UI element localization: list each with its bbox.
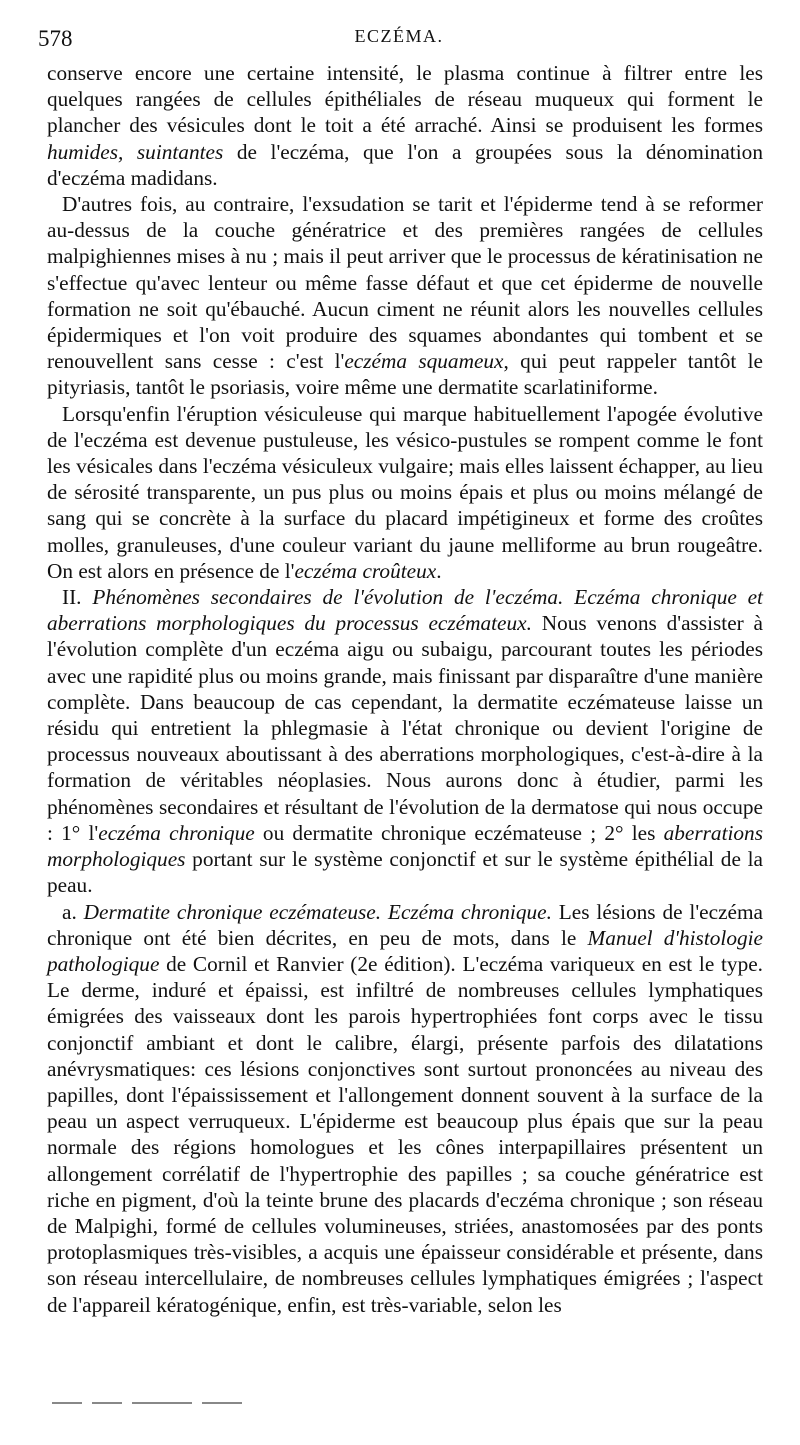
text-run: conserve encore une certaine intensité, le plasma continue à filtrer entre les quelques rangées de cellules épithéliales de réseau muqueux qui forment le plancher des vésicules dont le toit a été arraché. Ainsi se produisent les formes <box>47 61 763 138</box>
text-run: Lorsqu'enfin l'éruption vésiculeuse qui marque habituellement l'apogée évolutive de l'eczéma est devenue pustuleuse, les vésico-pustules se rompent comme le font les vésicales dans l'eczéma vésiculeux vulgaire; mais elles laissent échapper, au lieu de sérosité transparente, un pus plus ou moins épais et plus ou moins mélangé de sang qui se concrète à la surface du placard impétigineux et forme des croûtes molles, granuleuses, d'une couleur variant du jaune melliforme au brun rougeâtre. On est alors en présence de l' <box>47 401 763 583</box>
body-text <box>47 60 763 1318</box>
page-header <box>38 26 760 56</box>
italic-run: humides, suintantes <box>47 139 224 164</box>
text-run: , qui peut rappeler tantôt le pityriasis, tantôt le psoriasis, voire même une dermatite scarlatiniforme. <box>47 349 764 400</box>
page-number: 578 <box>38 26 73 51</box>
italic-run: eczéma chronique <box>98 820 255 845</box>
paragraph <box>47 584 763 898</box>
text-run: a. <box>62 899 84 924</box>
paragraph <box>47 401 763 584</box>
italic-run: Dermatite chronique eczémateuse. Eczéma chronique. <box>83 899 552 924</box>
text-run: Les lésions de l'eczéma chronique ont été bien décrites, en peu de mots, dans le <box>47 899 763 950</box>
paragraph <box>47 899 763 1318</box>
italic-run: eczéma squameux <box>344 349 504 374</box>
italic-run: Manuel d'histologie pathologique <box>47 925 763 976</box>
text-run: ou dermatite chronique eczémateuse ; 2° les <box>254 820 664 845</box>
italic-run: Phénomènes secondaires de l'évolution de l'eczéma. Eczéma chronique et aberrations morphologiques du processus eczémateux. <box>47 585 763 636</box>
text-run: de Cornil et Ranvier (2e édition). L'eczéma variqueux en est le type. Le derme, induré et épaissi, est infiltré de nombreuses cellules lymphatiques émigrées des vaisseaux dont les parois hypertrophiées font corps avec le tissu conjonctif ambiant et dont le calibre, élargi, présente parfois des dilatations anévrysmatiques: ces lésions conjonctives sont surtout prononcées au niveau des papilles, dont l'épaississement et l'allongement donnent souvent à la surface de la peau un aspect verruqueux. L'épiderme est beaucoup plus épais que sur la peau normale des régions homologues et les cônes interpapillaires présentent un allongement corrélatif de l'hypertrophie des papilles ; sa couche génératrice est riche en pigment, d'où la teinte brune des placards d'eczéma chronique ; son réseau de Malpighi, formé de cellules volumineuses, striées, anastomosées par des ponts protoplasmiques très-visibles, a acquis une épaisseur considérable et présente, dans son réseau intercellulaire, de nombreuses cellules lymphatiques émigrées ; l'aspect de l'appareil kératogénique, enfin, est très-variable, selon les <box>47 951 763 1317</box>
paragraph <box>47 60 763 191</box>
italic-run: aberrations morphologiques <box>47 820 763 872</box>
text-run: portant sur le système conjonctif et sur le système épithélial de la peau. <box>47 847 763 898</box>
text-run: Nous venons d'assister à l'évolution complète d'un eczéma aigu ou subaigu, parcourant toutes les périodes avec une rapidité plus ou moins grande, mais finissant par disparaître d'une manière complète. Dans beaucoup de cas cependant, la dermatite eczémateuse laisse un résidu qui entretient la phlegmasie à l'état chronique ou devient l'origine de processus nouveaux aboutissant à des aberrations morphologiques, c'est-à-dire à la formation de véritables néoplasies. Nous aurons donc à étudier, parmi les phénomènes secondaires et résultant de l'évolution de la dermatose qui nous occupe : 1° l' <box>47 611 763 845</box>
text-run: II. <box>62 585 93 610</box>
paragraph <box>47 191 763 401</box>
italic-run: eczéma croûteux <box>294 558 437 583</box>
text-run: de l'eczéma, que l'on a groupées sous la dénomination d'eczéma madidans. <box>47 139 763 190</box>
text-run: D'autres fois, au contraire, l'exsudation se tarit et l'épiderme tend à se reformer au-dessus de la couche génératrice et des premières rangées de cellules malpighiennes mises à nu ; mais il peut arriver que le processus de kératinisation ne s'effectue qu'avec lenteur ou même fasse défaut et que cet épiderme de nouvelle formation ne soit qu'ébauché. Aucun ciment ne réunit alors les nouvelles cellules épidermiques et l'on voit produire des squames abondantes qui tombent et se renouvellent sans cesse : c'est l' <box>47 192 763 374</box>
running-title: ECZÉMA. <box>354 26 444 46</box>
text-run: . <box>436 558 442 583</box>
print-artifact-line <box>52 1402 712 1404</box>
